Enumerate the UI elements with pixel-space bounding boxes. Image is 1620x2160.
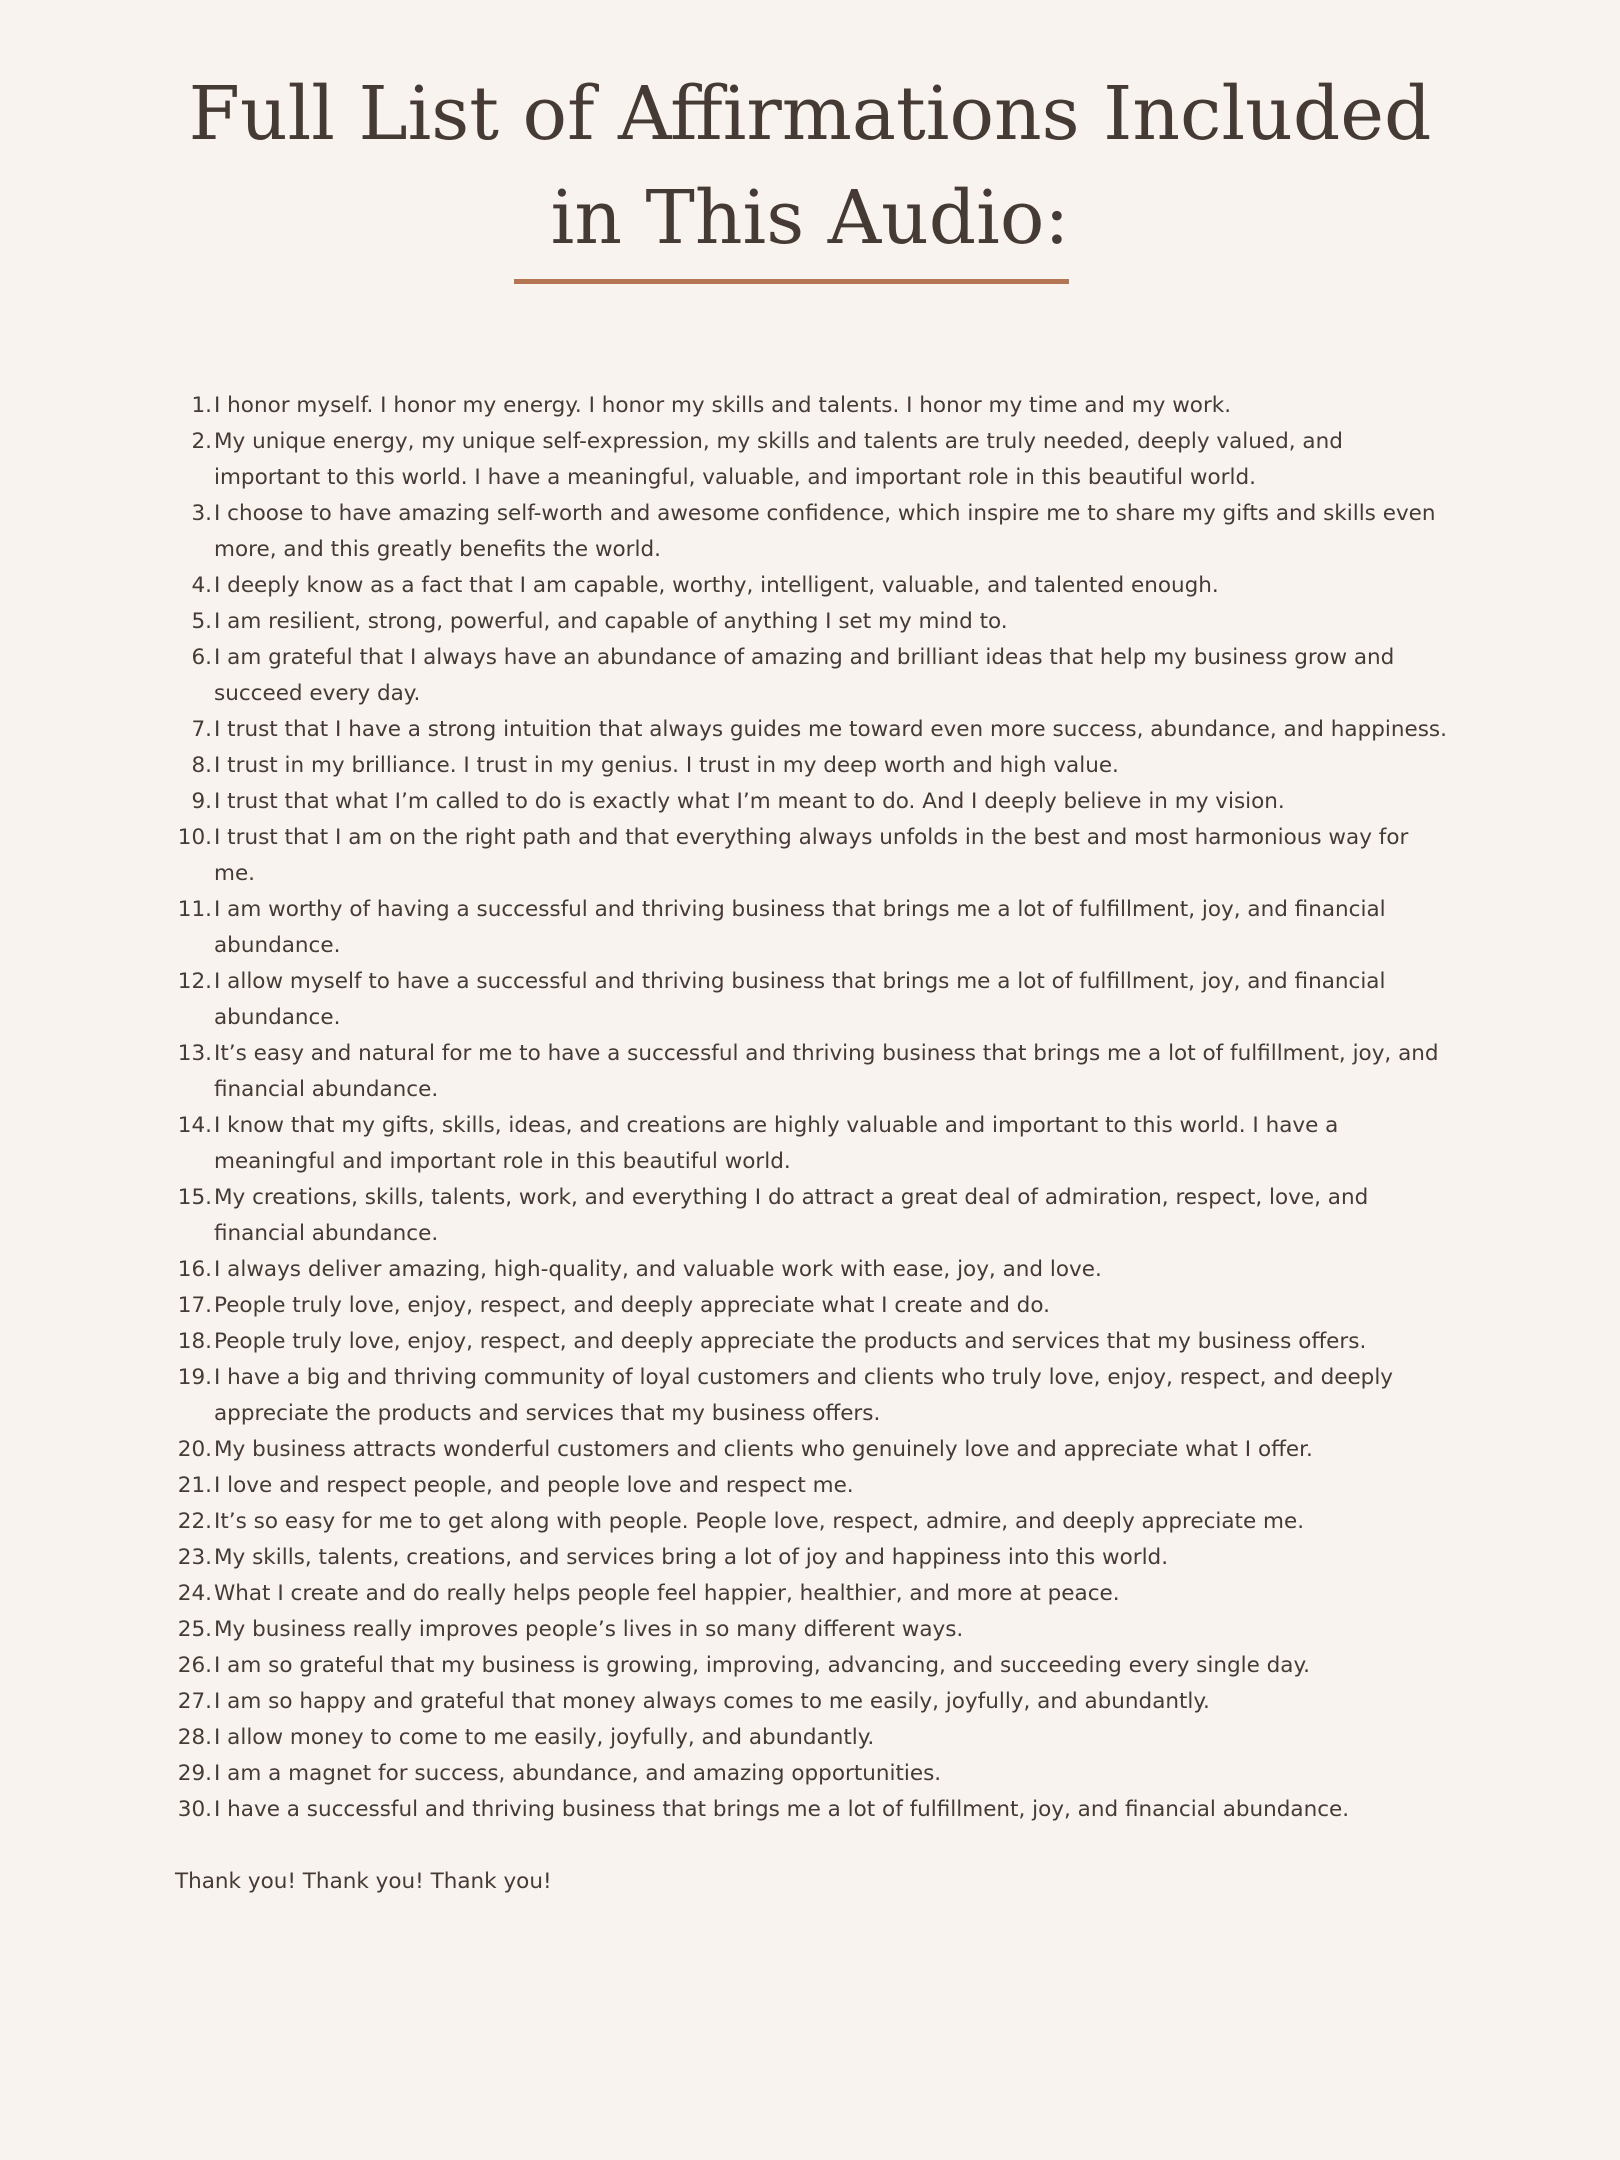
list-item — [0, 784, 1454, 820]
list-item-number: 18. — [177, 1329, 212, 1354]
list-item-text: I am worthy of having a successful and thriving business that brings me a lot of fulfillment, joy, and financial abundance. — [214, 897, 1386, 958]
list-item — [0, 1576, 1454, 1612]
title-divider — [514, 279, 1069, 284]
list-item-number: 2. — [191, 429, 212, 454]
list-item-text: I am grateful that I always have an abundance of amazing and brilliant ideas that help my business grow and succeed every day. — [214, 645, 1395, 706]
list-item-text: I honor myself. I honor my energy. I honor my skills and talents. I honor my time and my work. — [214, 393, 1232, 418]
list-item-number: 24. — [177, 1581, 212, 1606]
affirmation-list — [0, 388, 1620, 1828]
list-item-number: 25. — [177, 1617, 212, 1642]
list-item-text: I am a magnet for success, abundance, and amazing opportunities. — [214, 1761, 942, 1786]
list-item — [0, 388, 1454, 424]
list-item — [0, 1108, 1454, 1180]
closing-text: Thank you! Thank you! Thank you! — [175, 1869, 552, 1894]
list-item — [0, 820, 1454, 892]
list-item-text: I have a big and thriving community of loyal customers and clients who truly love, enjoy, respect, and deeply appreciate the products and services that my business offers. — [214, 1365, 1394, 1426]
list-item-text: I am so happy and grateful that money always comes to me easily, joyfully, and abundantly. — [214, 1689, 1210, 1714]
list-item-number: 11. — [177, 897, 212, 922]
list-item-number: 12. — [177, 969, 212, 994]
list-item-number: 1. — [191, 393, 212, 418]
list-item-text: I trust that I am on the right path and that everything always unfolds in the best and most harmonious way for me. — [214, 825, 1409, 886]
list-item-number: 20. — [177, 1437, 212, 1462]
list-item-number: 3. — [191, 501, 212, 526]
list-item — [0, 424, 1454, 496]
list-item — [0, 1324, 1454, 1360]
list-item-text: I trust that what I’m called to do is exactly what I’m meant to do. And I deeply believe in my vision. — [214, 789, 1285, 814]
list-item — [0, 568, 1454, 604]
list-item-number: 29. — [177, 1761, 212, 1786]
list-item-text: I trust in my brilliance. I trust in my genius. I trust in my deep worth and high value. — [214, 753, 1119, 778]
list-item — [0, 1720, 1454, 1756]
list-item-number: 22. — [177, 1509, 212, 1534]
list-item-number: 19. — [177, 1365, 212, 1390]
list-item-number: 30. — [177, 1797, 212, 1822]
list-item — [0, 604, 1454, 640]
list-item-text: I allow myself to have a successful and thriving business that brings me a lot of fulfillment, joy, and financial abundance. — [214, 969, 1386, 1030]
list-item — [0, 1540, 1454, 1576]
list-item-number: 26. — [177, 1653, 212, 1678]
list-item — [0, 1792, 1454, 1828]
list-item-text: I have a successful and thriving business that brings me a lot of fulfillment, joy, and financial abundance. — [214, 1797, 1350, 1822]
list-item-text: I always deliver amazing, high-quality, and valuable work with ease, joy, and love. — [214, 1257, 1102, 1282]
list-item-number: 27. — [177, 1689, 212, 1714]
list-item-text: My skills, talents, creations, and services bring a lot of joy and happiness into this world. — [214, 1545, 1169, 1570]
list-item — [0, 1468, 1454, 1504]
title-line-2: in This Audio: — [550, 175, 1070, 261]
list-item-text: I deeply know as a fact that I am capable, worthy, intelligent, valuable, and talented enough. — [214, 573, 1219, 598]
list-item-number: 14. — [177, 1113, 212, 1138]
list-item-text: People truly love, enjoy, respect, and deeply appreciate what I create and do. — [214, 1293, 1050, 1318]
list-item-number: 28. — [177, 1725, 212, 1750]
list-item-number: 4. — [191, 573, 212, 598]
list-item-text: My business attracts wonderful customers and clients who genuinely love and appreciate what I offer. — [214, 1437, 1313, 1462]
list-item — [0, 748, 1454, 784]
list-item — [0, 496, 1454, 568]
page-title — [0, 62, 1620, 270]
list-item-text: What I create and do really helps people feel happier, healthier, and more at peace. — [214, 1581, 1120, 1606]
list-item-text: I know that my gifts, skills, ideas, and creations are highly valuable and important to this world. I have a meaningful and important role in this beautiful world. — [214, 1113, 1339, 1174]
list-item — [0, 1180, 1454, 1252]
list-item — [0, 640, 1454, 712]
list-item — [0, 964, 1454, 1036]
list-item-text: I am so grateful that my business is growing, improving, advancing, and succeeding every single day. — [214, 1653, 1310, 1678]
list-item-number: 15. — [177, 1185, 212, 1210]
list-item — [0, 712, 1454, 748]
list-item-text: It’s so easy for me to get along with people. People love, respect, admire, and deeply appreciate me. — [214, 1509, 1305, 1534]
list-item-number: 13. — [177, 1041, 212, 1066]
list-item-number: 21. — [177, 1473, 212, 1498]
list-item — [0, 1360, 1454, 1432]
title-line-1: Full List of Affirmations Included — [188, 71, 1432, 157]
list-item-text: I choose to have amazing self-worth and awesome confidence, which inspire me to share my gifts and skills even more, and this greatly benefits the world. — [214, 501, 1436, 562]
list-item — [0, 1504, 1454, 1540]
list-item — [0, 1036, 1454, 1108]
list-item — [0, 1612, 1454, 1648]
list-item — [0, 1432, 1454, 1468]
list-item-text: I trust that I have a strong intuition that always guides me toward even more success, abundance, and happiness. — [214, 717, 1447, 742]
list-item-number: 7. — [191, 717, 212, 742]
list-item — [0, 1756, 1454, 1792]
list-item-text: People truly love, enjoy, respect, and deeply appreciate the products and services that my business offers. — [214, 1329, 1367, 1354]
list-item-number: 10. — [177, 825, 212, 850]
list-item-text: I allow money to come to me easily, joyfully, and abundantly. — [214, 1725, 875, 1750]
list-item — [0, 1684, 1454, 1720]
list-item — [0, 1252, 1454, 1288]
list-item-number: 16. — [177, 1257, 212, 1282]
list-item-number: 8. — [191, 753, 212, 778]
list-item-number: 5. — [191, 609, 212, 634]
list-item-number: 9. — [191, 789, 212, 814]
list-item-text: It’s easy and natural for me to have a successful and thriving business that brings me a lot of fulfillment, joy, and financial abundance. — [214, 1041, 1439, 1102]
list-item-number: 17. — [177, 1293, 212, 1318]
list-item-text: I am resilient, strong, powerful, and capable of anything I set my mind to. — [214, 609, 1008, 634]
list-item-number: 6. — [191, 645, 212, 670]
list-item-text: My unique energy, my unique self-expression, my skills and talents are truly needed, deeply valued, and important to this world. I have a meaningful, valuable, and important role in this beautiful world. — [214, 429, 1343, 490]
list-item — [0, 1648, 1454, 1684]
list-item-text: My creations, skills, talents, work, and everything I do attract a great deal of admiration, respect, love, and financial abundance. — [214, 1185, 1369, 1246]
list-item-text: I love and respect people, and people love and respect me. — [214, 1473, 854, 1498]
list-item-number: 23. — [177, 1545, 212, 1570]
list-item-text: My business really improves people’s lives in so many different ways. — [214, 1617, 964, 1642]
list-item — [0, 1288, 1454, 1324]
list-item — [0, 892, 1454, 964]
